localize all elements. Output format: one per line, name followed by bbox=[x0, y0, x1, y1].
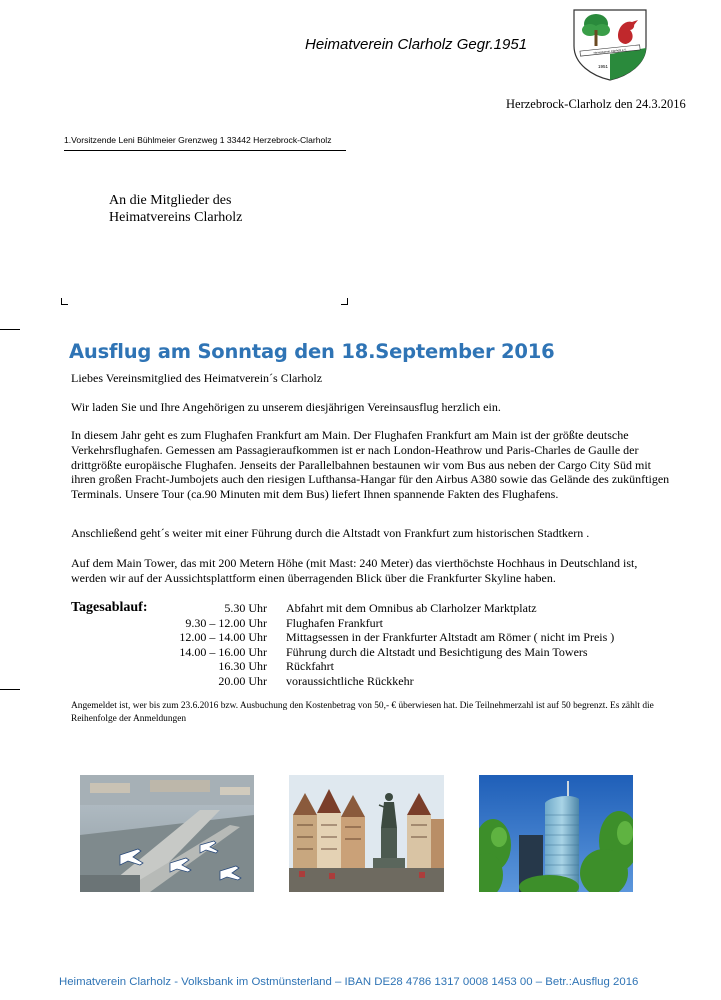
logo-ring-text: Heimatverein Clarholz e.V. bbox=[593, 47, 627, 55]
salutation: Liebes Vereinsmitglied des Heimatverein´s Clarholz bbox=[71, 371, 323, 385]
registration-note: Angemeldet ist, wer bis zum 23.6.2016 bzw. Ausbuchung den Kostenbetrag von 50,- € überwiesen hat. Die Teilnehmerzahl ist auf 50 begrenzt. Es zählt die Reihenfolge der Anmeldungen bbox=[71, 701, 654, 724]
recipient-line: Heimatvereins Clarholz bbox=[109, 210, 243, 225]
page-title: Ausflug am Sonntag den 18.September 2016 bbox=[69, 340, 555, 363]
footer-bank-details: Heimatverein Clarholz - Volksbank im Ostmünsterland – IBAN DE28 4786 1317 0008 1453 00 – Betr.:Ausflug 2016 bbox=[59, 976, 639, 988]
address-window-corner-right bbox=[341, 298, 348, 305]
address-window-corner-left bbox=[61, 298, 68, 305]
recipient-line: An die Mitglieder des bbox=[109, 193, 232, 208]
fold-mark bbox=[0, 329, 20, 330]
paragraph-old-town: Anschließend geht´s weiter mit einer Führung durch die Altstadt von Frankfurt zum historischen Stadtkern . bbox=[71, 526, 590, 540]
roemerberg-photo bbox=[289, 775, 444, 892]
schedule-description: voraussichtliche Rückkehr bbox=[286, 673, 414, 688]
fold-mark bbox=[0, 689, 20, 690]
schedule-time: 16.30 Uhr bbox=[218, 659, 267, 673]
paragraph-invite: Wir laden Sie und Ihre Angehörigen zu unserem diesjährigen Vereinsausflug herzlich ein. bbox=[71, 400, 501, 414]
schedule-time: 14.00 – 16.00 Uhr bbox=[179, 644, 267, 659]
schedule-time: 12.00 – 14.00 Uhr bbox=[179, 630, 267, 644]
logo-year: 1951 bbox=[598, 64, 609, 69]
schedule-description: Flughafen Frankfurt bbox=[286, 615, 383, 630]
place-date: Herzebrock-Clarholz den 24.3.2016 bbox=[506, 97, 686, 111]
schedule-description: Mittagsessen in der Frankfurter Altstadt am Römer ( nicht im Preis ) bbox=[286, 630, 615, 644]
organization-title: Heimatverein Clarholz Gegr.1951 bbox=[305, 36, 528, 53]
club-crest-logo bbox=[568, 6, 652, 82]
airport-photo bbox=[80, 775, 254, 892]
schedule-description: Führung durch die Altstadt und Besichtigung des Main Towers bbox=[286, 644, 588, 659]
schedule-description: Abfahrt mit dem Omnibus ab Clarholzer Marktplatz bbox=[286, 601, 537, 615]
schedule-time: 9.30 – 12.00 Uhr bbox=[185, 615, 267, 630]
paragraph-airport: In diesem Jahr geht es zum Flughafen Frankfurt am Main. Der Flughafen Frankfurt am Main ist der größte deutsche Verkehrsflughafen. Gemessen am Passagieraufkommen ist er nach London-Heathrow und Paris-Charles de Gaulle der drittgrößte europäische Flughafen. Jenseits der Parallelbahnen bestaunen wir vom Bus aus neben der Cargo City Süd mit ihren großen Fracht-Jumbojets auch den riesigen Lufthansa-Hangar für den Airbus A380 sowie das Gelände des zukünftigen Terminals. Unsere Tour (ca.90 Minuten mit dem Bus) liefert Ihnen spannende Fakten des Flughafens. bbox=[71, 428, 670, 502]
paragraph-main-tower: Auf dem Main Tower, das mit 200 Metern Höhe (mit Mast: 240 Meter) das vierthöchste Hochhaus in Deutschland ist, werden wir auf der Aussichtsplattform einen überragenden Blick über die Frankfurter Skyline haben. bbox=[71, 556, 638, 585]
main-tower-photo bbox=[479, 775, 633, 892]
recipient-address bbox=[109, 192, 242, 226]
schedule-time: 20.00 Uhr bbox=[218, 673, 267, 688]
schedule-heading: Tagesablauf: bbox=[71, 600, 148, 615]
schedule-time: 5.30 Uhr bbox=[224, 601, 267, 615]
schedule-description: Rückfahrt bbox=[286, 659, 334, 673]
sender-line: 1.Vorsitzende Leni Bühlmeier Grenzweg 1 33442 Herzebrock-Clarholz bbox=[64, 135, 346, 151]
